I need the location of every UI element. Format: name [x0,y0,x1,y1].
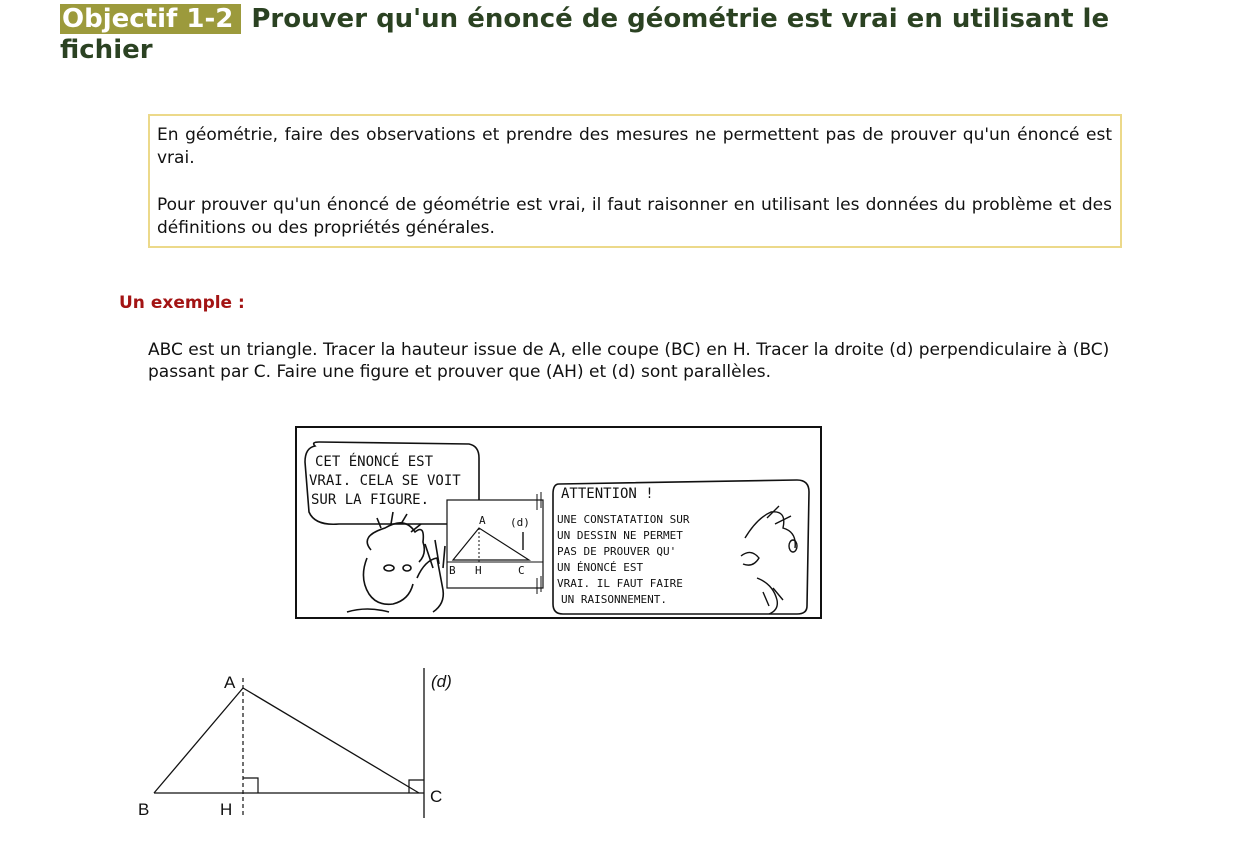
bubble-right-line-3: UN DESSIN NE PERMET [557,529,683,542]
objective-badge: Objectif 1-2 [60,4,241,34]
objective-title: Prouver qu'un énoncé de géométrie est vrai en utilisant le fichier [60,4,1110,65]
bubble-right-line-4: PAS DE PROUVER QU' [557,545,677,558]
bubble-right-line-2: UNE CONSTATATION SUR [557,513,690,526]
bubble-right-line-6: VRAI. IL FAUT FAIRE [557,577,683,590]
comic-drawing [297,428,820,617]
example-heading: Un exemple : [119,293,245,313]
exercise-statement: ABC est un triangle. Tracer la hauteur issue de A, elle coupe (BC) en H. Tracer la droite (d) perpendiculaire à (BC) passant par C. Faire une figure et prouver que (AH) et (d) sont parallèles. [148,340,1110,382]
triangle-figure [130,660,470,830]
comic-strip [295,426,822,619]
label-c: C [430,787,443,806]
bubble-right-line-7: UN RAISONNEMENT. [561,593,667,606]
bubble-right-line-5: UN ÉNONCÉ EST [557,561,644,574]
sketch-label-a: A [479,514,486,527]
bubble-left-line-1: CET ÉNONCÉ EST [315,454,434,470]
bubble-right-line-1: ATTENTION ! [561,486,654,502]
line-ab [154,688,243,793]
label-b: B [138,800,150,819]
rule-paragraph-2: Pour prouver qu'un énoncé de géométrie est vrai, il faut raisonner en utilisant les données du problème et des définitions ou des propriétés générales. [157,195,1112,238]
sketch-label-c: C [518,564,525,577]
sketch-label-h: H [475,564,482,577]
rule-box [148,114,1122,248]
bubble-left-line-3: SUR LA FIGURE. [311,492,430,508]
rule-paragraph-1: En géométrie, faire des observations et prendre des mesures ne permettent pas de prouver qu'un énoncé est vrai. [157,125,1112,168]
label-h: H [220,800,233,819]
label-a: A [224,673,236,692]
sketch-label-b: B [449,564,456,577]
sketch-paper [447,492,543,594]
sketch-label-d: (d) [510,516,530,529]
page-title [60,4,1190,66]
geometry-figure [130,660,470,834]
line-ac [243,688,419,793]
label-d: (d) [431,672,452,691]
bubble-left-line-2: VRAI. CELA SE VOIT [309,473,461,489]
right-angle-h [243,778,258,793]
character-left [347,512,445,612]
